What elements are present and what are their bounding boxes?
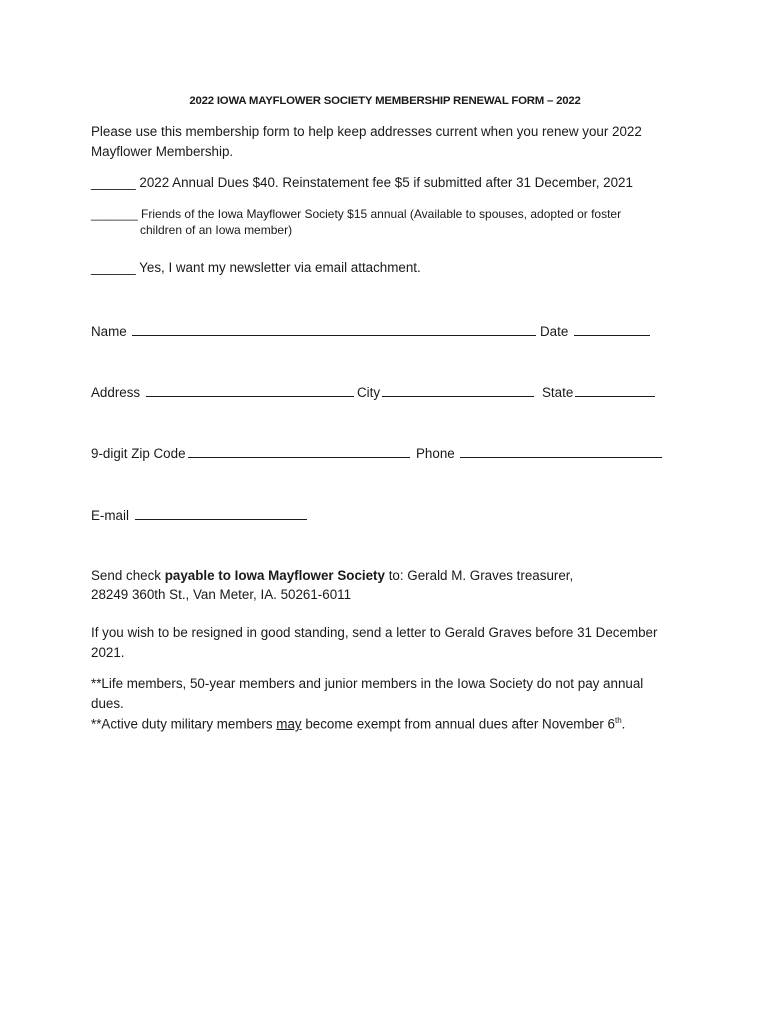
state-field	[542, 383, 655, 400]
annual-dues-line	[91, 175, 633, 190]
intro-line-2: Mayflower Membership.	[91, 144, 234, 159]
military-note	[91, 716, 625, 731]
email-field	[91, 506, 307, 523]
resign-line-2: 2021.	[91, 645, 125, 660]
resign-line-1: If you wish to be resigned in good standing, send a letter to Gerald Graves before 31 December	[91, 625, 658, 640]
state-label: State	[542, 385, 574, 400]
date-field	[540, 322, 650, 339]
send-check-line	[91, 568, 573, 583]
payable-to-text: payable to Iowa Mayflower Society	[164, 568, 385, 583]
address-field	[91, 383, 354, 400]
friends-checkbox-blank[interactable]: _______	[91, 207, 138, 221]
phone-input[interactable]	[460, 444, 662, 458]
address-input[interactable]	[146, 383, 354, 397]
zip-label: 9-digit Zip Code	[91, 446, 186, 461]
name-field	[91, 322, 536, 339]
life-members-note-2: dues.	[91, 696, 124, 711]
military-end: .	[621, 716, 626, 732]
name-label: Name	[91, 324, 127, 339]
friends-line-2: children of an Iowa member)	[140, 223, 293, 237]
city-label: City	[357, 385, 381, 400]
friends-text: Friends of the Iowa Mayflower Society $15 annual (Available to spouses, adopted or foster	[137, 207, 622, 221]
military-sup: th	[614, 716, 622, 725]
intro-line-1: Please use this membership form to help keep addresses current when you renew your 2022	[91, 124, 642, 139]
city-input[interactable]	[382, 383, 534, 397]
phone-field	[416, 444, 662, 461]
send-check-prefix: Send check	[91, 568, 165, 583]
annual-dues-text: 2022 Annual Dues $40. Reinstatement fee $5 if submitted after 31 December, 2021	[135, 175, 633, 190]
newsletter-line	[91, 260, 421, 275]
address-label: Address	[91, 385, 141, 400]
email-input[interactable]	[135, 506, 307, 520]
annual-dues-checkbox-blank[interactable]: ______	[91, 175, 136, 190]
treasurer-address: 28249 360th St., Van Meter, IA. 50261-6011	[91, 587, 352, 602]
friends-line	[91, 207, 621, 221]
date-input[interactable]	[574, 322, 650, 336]
state-input[interactable]	[575, 383, 655, 397]
life-members-note: **Life members, 50-year members and junior members in the Iowa Society do not pay annual	[91, 676, 644, 691]
send-check-suffix: to: Gerald M. Graves treasurer,	[384, 568, 574, 583]
form-title: 2022 IOWA MAYFLOWER SOCIETY MEMBERSHIP RENEWAL FORM – 2022	[189, 95, 581, 107]
name-input[interactable]	[132, 322, 536, 336]
newsletter-checkbox-blank[interactable]: ______	[91, 260, 136, 275]
military-prefix: **Active duty military members	[91, 716, 277, 732]
military-suffix: become exempt from annual dues after November 6	[301, 716, 615, 732]
newsletter-text: Yes, I want my newsletter via email attachment.	[135, 260, 421, 275]
zip-input[interactable]	[188, 444, 410, 458]
date-label: Date	[540, 324, 569, 339]
city-field	[357, 383, 534, 400]
zip-field	[91, 444, 410, 461]
military-may: may	[276, 716, 302, 732]
phone-label: Phone	[416, 446, 455, 461]
email-label: E-mail	[91, 508, 129, 523]
